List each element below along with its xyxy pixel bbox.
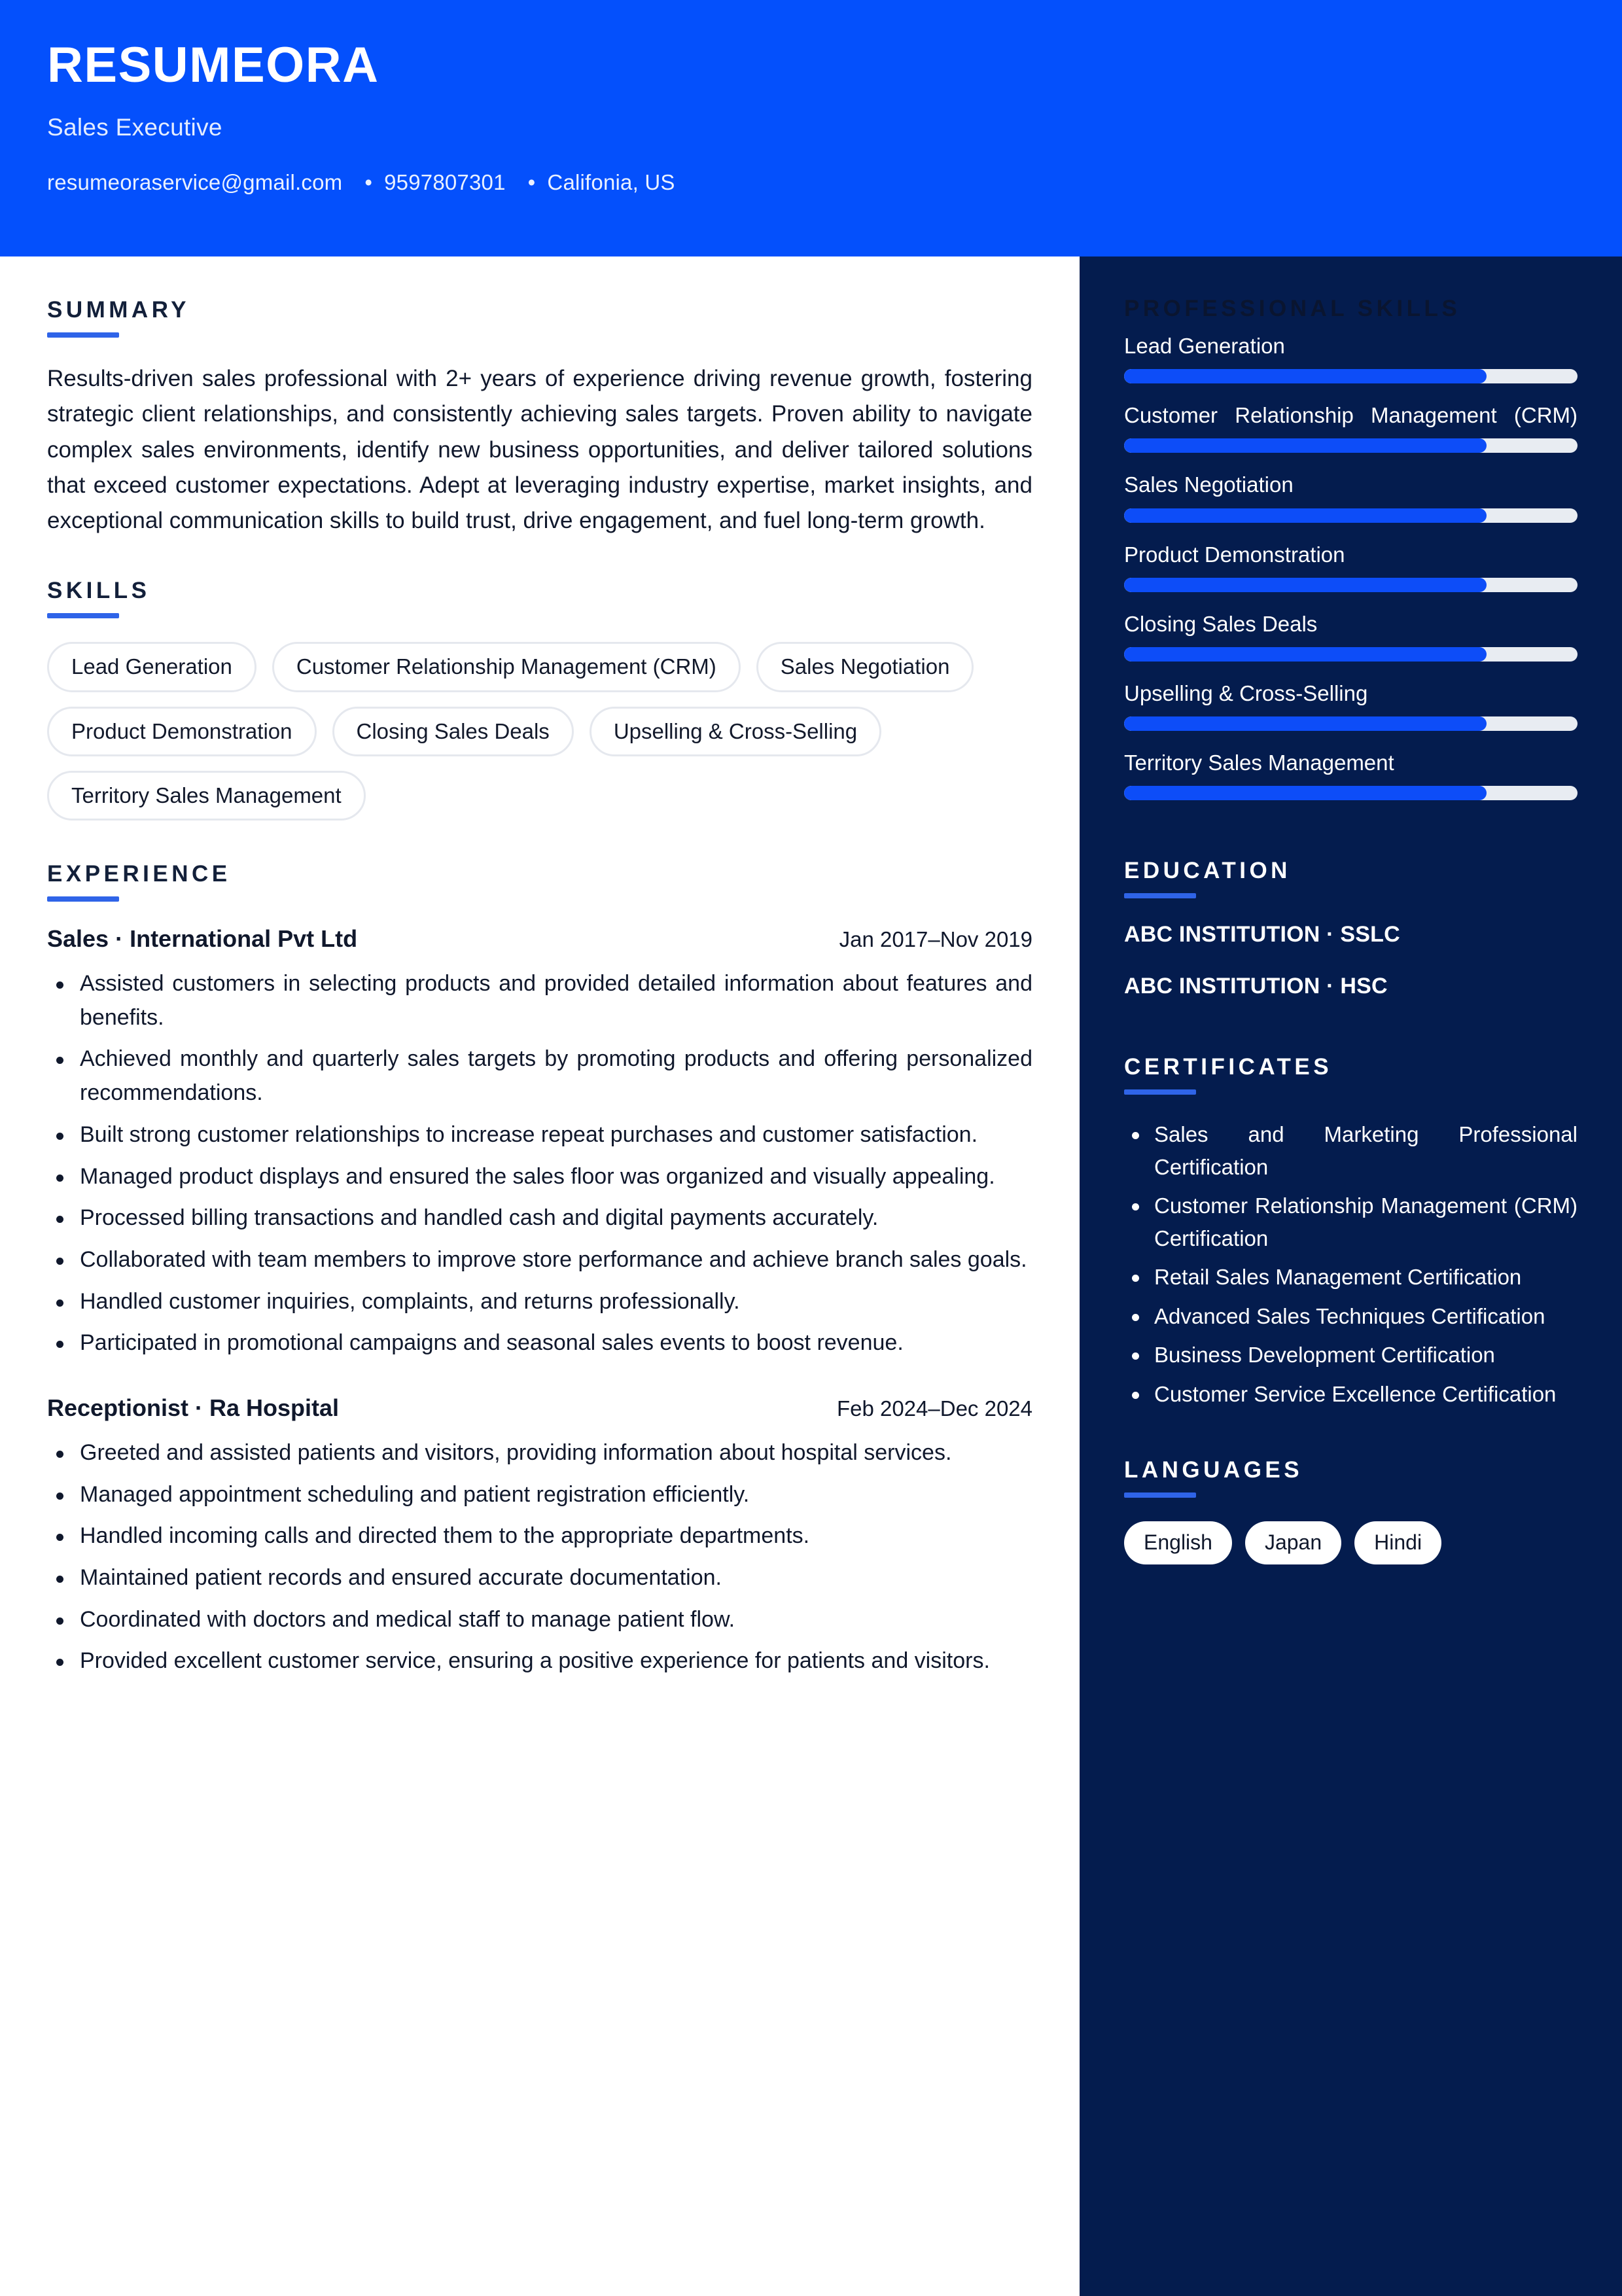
experience-rule xyxy=(47,896,119,902)
certificate-item: Customer Service Excellence Certification xyxy=(1124,1378,1578,1411)
skill-bar-label: Sales Negotiation xyxy=(1124,472,1294,497)
contact-line xyxy=(47,170,1575,195)
spacer xyxy=(1124,1417,1578,1457)
skill-bar-item xyxy=(1124,748,1578,800)
job-bullet: Built strong customer relationships to increase repeat purchases and customer satisfaction. xyxy=(47,1118,1032,1152)
experience-heading: EXPERIENCE xyxy=(47,861,231,887)
skill-bar-label: Lead Generation xyxy=(1124,334,1285,358)
skill-bar-fill xyxy=(1124,786,1487,800)
job-bullet-list xyxy=(47,1436,1032,1678)
job-dates: Feb 2024–Dec 2024 xyxy=(836,1396,1032,1421)
candidate-role: Sales Executive xyxy=(47,113,222,141)
job-list xyxy=(47,925,1032,1678)
skill-bar-label: Territory Sales Management xyxy=(1124,751,1394,775)
language-pill: English xyxy=(1124,1521,1232,1564)
skills-section xyxy=(47,578,1032,821)
job-bullet: Collaborated with team members to improve store performance and achieve branch sales goals. xyxy=(47,1243,1032,1277)
job-header xyxy=(47,1394,1032,1422)
certificate-item: Sales and Marketing Professional Certification xyxy=(1124,1118,1578,1183)
languages-heading: LANGUAGES xyxy=(1124,1457,1303,1483)
skill-bar-fill xyxy=(1124,647,1487,662)
job-bullet: Managed product displays and ensured the sales floor was organized and visually appealing. xyxy=(47,1160,1032,1194)
job-bullet: Handled customer inquiries, complaints, and returns professionally. xyxy=(47,1285,1032,1319)
job-bullet: Provided excellent customer service, ensuring a positive experience for patients and visitors. xyxy=(47,1644,1032,1678)
job-bullet: Handled incoming calls and directed them to the appropriate departments. xyxy=(47,1519,1032,1553)
education-heading: EDUCATION xyxy=(1124,858,1291,884)
job-bullet: Greeted and assisted patients and visitors, providing information about hospital services. xyxy=(47,1436,1032,1470)
certificate-list xyxy=(1124,1118,1578,1410)
job-bullet: Processed billing transactions and handled cash and digital payments accurately. xyxy=(47,1201,1032,1235)
education-item: ABC INSTITUTION · HSC xyxy=(1124,974,1388,999)
job-dates: Jan 2017–Nov 2019 xyxy=(839,927,1032,952)
certificate-item: Business Development Certification xyxy=(1124,1339,1578,1371)
skill-chip: Product Demonstration xyxy=(47,707,317,756)
skill-bar-track xyxy=(1124,508,1578,523)
job-title: Receptionist · Ra Hospital xyxy=(47,1394,340,1421)
education-list xyxy=(1124,922,1578,999)
skill-chip: Customer Relationship Management (CRM) xyxy=(272,642,741,692)
contact-email[interactable]: resumeoraservice@gmail.com xyxy=(47,169,343,194)
skill-bar-fill xyxy=(1124,578,1487,592)
experience-section xyxy=(47,861,1032,1678)
certificate-item: Customer Relationship Management (CRM) Certification xyxy=(1124,1190,1578,1254)
education-section xyxy=(1124,858,1578,999)
certificate-item: Retail Sales Management Certification xyxy=(1124,1261,1578,1294)
skill-bar-item xyxy=(1124,609,1578,662)
summary-section xyxy=(47,297,1032,539)
candidate-name: RESUMEORA xyxy=(47,37,379,93)
skill-chip: Lead Generation xyxy=(47,642,256,692)
skill-chip: Sales Negotiation xyxy=(756,642,974,692)
skill-chip-list xyxy=(47,642,1032,821)
languages-section xyxy=(1124,1457,1578,1564)
language-pill: Hindi xyxy=(1354,1521,1441,1564)
job-bullet: Coordinated with doctors and medical staff to manage patient flow. xyxy=(47,1603,1032,1637)
skill-chip: Upselling & Cross-Selling xyxy=(590,707,881,756)
job-entry xyxy=(47,925,1032,1360)
job-bullet: Maintained patient records and ensured accurate documentation. xyxy=(47,1561,1032,1595)
skill-bar-item xyxy=(1124,679,1578,731)
language-pill-list xyxy=(1124,1521,1578,1564)
skill-bar-track xyxy=(1124,786,1578,800)
skill-bar-fill xyxy=(1124,438,1487,453)
skill-chip: Closing Sales Deals xyxy=(332,707,574,756)
resume-header xyxy=(0,0,1622,256)
job-title: Sales · International Pvt Ltd xyxy=(47,925,358,953)
skills-heading: SKILLS xyxy=(47,578,150,604)
job-header xyxy=(47,925,1032,953)
skill-bar-item xyxy=(1124,331,1578,383)
skill-bar-item xyxy=(1124,470,1578,522)
job-bullet: Participated in promotional campaigns and seasonal sales events to boost revenue. xyxy=(47,1326,1032,1360)
skill-bar-list xyxy=(1124,331,1578,800)
skill-bar-track xyxy=(1124,647,1578,662)
language-pill: Japan xyxy=(1245,1521,1341,1564)
resume-body xyxy=(0,256,1622,2296)
certificates-heading: CERTIFICATES xyxy=(1124,1054,1333,1080)
professional-skills-heading: PROFESSIONAL SKILLS xyxy=(1124,296,1461,321)
job-bullet: Achieved monthly and quarterly sales targets by promoting products and offering personalized recommendations. xyxy=(47,1042,1032,1110)
contact-phone[interactable]: 9597807301 xyxy=(384,169,506,194)
education-rule xyxy=(1124,893,1196,898)
skill-bar-item xyxy=(1124,400,1578,453)
job-bullet: Assisted customers in selecting products and provided detailed information about features and benefits. xyxy=(47,967,1032,1034)
summary-text: Results-driven sales professional with 2+ years of experience driving revenue growth, fostering strategic client relationships, and consistently achieving sales targets. Proven ability to navigate complex sales environments, identify new business opportunities, and deliver tailored solutions that exceed customer expectations. Adept at leveraging industry expertise, market insights, and exceptional communication skills to build trust, drive engagement, and fuel long-term growth. xyxy=(47,366,1032,533)
education-item: ABC INSTITUTION · SSLC xyxy=(1124,922,1400,947)
skill-bar-item xyxy=(1124,540,1578,592)
skill-bar-label: Product Demonstration xyxy=(1124,542,1345,567)
skill-bar-label: Customer Relationship Management (CRM) xyxy=(1124,403,1578,428)
certificates-section xyxy=(1124,1054,1578,1410)
spacer xyxy=(1124,1025,1578,1054)
skill-bar-track xyxy=(1124,578,1578,592)
summary-rule xyxy=(47,332,119,338)
skills-rule xyxy=(47,613,119,618)
summary-heading: SUMMARY xyxy=(47,297,190,323)
contact-separator-2: • xyxy=(527,169,536,194)
certificates-rule xyxy=(1124,1089,1196,1095)
skill-bar-track xyxy=(1124,369,1578,383)
contact-separator-1: • xyxy=(364,169,373,194)
main-column xyxy=(0,256,1080,2296)
skill-bar-fill xyxy=(1124,369,1487,383)
skill-chip: Territory Sales Management xyxy=(47,771,366,821)
spacer xyxy=(1124,817,1578,858)
job-entry xyxy=(47,1394,1032,1678)
job-bullet: Managed appointment scheduling and patient registration efficiently. xyxy=(47,1478,1032,1512)
professional-skills-section xyxy=(1124,296,1578,800)
languages-rule xyxy=(1124,1492,1196,1498)
skill-bar-track xyxy=(1124,716,1578,731)
certificate-item: Advanced Sales Techniques Certification xyxy=(1124,1300,1578,1333)
skill-bar-label: Upselling & Cross-Selling xyxy=(1124,680,1368,705)
contact-location: Califonia, US xyxy=(547,169,675,194)
skill-bar-fill xyxy=(1124,716,1487,731)
sidebar-column xyxy=(1080,256,1622,2296)
skill-bar-fill xyxy=(1124,508,1487,523)
skill-bar-track xyxy=(1124,438,1578,453)
skill-bar-label: Closing Sales Deals xyxy=(1124,611,1318,636)
job-bullet-list xyxy=(47,967,1032,1360)
